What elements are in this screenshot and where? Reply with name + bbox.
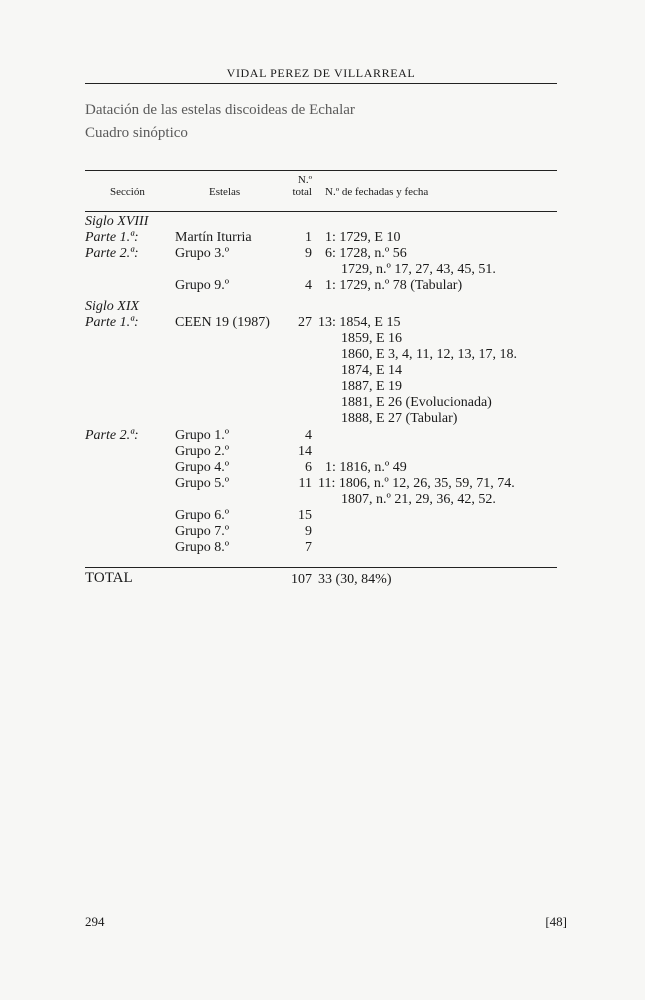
bracket-number: [48]	[545, 914, 567, 929]
table-total-rule	[85, 567, 557, 568]
row-total: 9	[305, 246, 312, 261]
row-fechadas-continuation: 1807, n.º 21, 29, 36, 42, 52.	[341, 492, 496, 507]
row-seccion: Parte 2.ª:	[85, 246, 139, 261]
row-fechadas-continuation: 1887, E 19	[341, 379, 403, 394]
row-total: 7	[305, 540, 312, 555]
row-estelas: Grupo 6.º	[175, 508, 230, 523]
table-title: Datación de las estelas discoideas de Echalar	[85, 102, 355, 118]
row-estelas: Grupo 7.º	[175, 524, 230, 539]
row-total: 1	[305, 230, 312, 245]
row-total: 14	[298, 444, 312, 459]
row-fechadas-continuation: 1888, E 27 (Tabular)	[341, 411, 458, 426]
header-seccion: Sección	[110, 186, 145, 198]
table-header-rule	[85, 211, 557, 212]
page-number: 294	[85, 914, 105, 929]
row-fechadas: 1: 1816, n.º 49	[325, 460, 407, 475]
header-estelas: Estelas	[209, 186, 241, 198]
header-fechadas: N.º de fechadas y fecha	[325, 186, 429, 198]
row-fechadas-continuation: 1859, E 16	[341, 331, 403, 346]
header-total-line2: total	[292, 186, 312, 198]
table-subtitle: Cuadro sinóptico	[85, 125, 188, 141]
row-total: 4	[305, 278, 312, 293]
header-rule	[85, 83, 557, 84]
row-estelas: Grupo 3.º	[175, 246, 230, 261]
row-seccion: Parte 1.ª:	[85, 315, 139, 330]
row-total: 15	[298, 508, 312, 523]
row-estelas: Grupo 4.º	[175, 460, 230, 475]
row-estelas: CEEN 19 (1987)	[175, 315, 270, 330]
row-fechadas-continuation: 1874, E 14	[341, 363, 403, 378]
row-fechadas-continuation: 1729, n.º 17, 27, 43, 45, 51.	[341, 262, 496, 277]
row-fechadas: 1: 1729, E 10	[325, 230, 401, 245]
total-value: 107	[291, 572, 312, 587]
row-estelas: Grupo 1.º	[175, 428, 230, 443]
row-total: 27	[298, 315, 312, 330]
total-fechadas: 33 (30, 84%)	[318, 572, 392, 587]
row-seccion: Parte 2.ª:	[85, 428, 139, 443]
row-fechadas-continuation: 1881, E 26 (Evolucionada)	[341, 395, 492, 410]
row-seccion: Siglo XIX	[85, 299, 140, 314]
row-estelas: Grupo 9.º	[175, 278, 230, 293]
table-top-rule	[85, 170, 557, 171]
row-total: 11	[298, 476, 312, 491]
row-seccion: Parte 1.ª:	[85, 230, 139, 245]
total-label: TOTAL	[85, 570, 133, 586]
row-estelas: Grupo 5.º	[175, 476, 230, 491]
row-total: 4	[305, 428, 312, 443]
row-seccion: Siglo XVIII	[85, 214, 149, 229]
running-header: VIDAL PEREZ DE VILLARREAL	[226, 66, 416, 80]
row-fechadas: 13: 1854, E 15	[318, 315, 401, 330]
row-fechadas: 1: 1729, n.º 78 (Tabular)	[325, 278, 463, 293]
row-estelas: Grupo 8.º	[175, 540, 230, 555]
row-fechadas: 6: 1728, n.º 56	[325, 246, 407, 261]
header-total-line1: N.º	[297, 174, 312, 186]
row-fechadas: 11: 1806, n.º 12, 26, 35, 59, 71, 74.	[318, 476, 515, 491]
row-total: 9	[305, 524, 312, 539]
row-estelas: Martín Iturria	[175, 230, 252, 245]
row-estelas: Grupo 2.º	[175, 444, 230, 459]
row-fechadas-continuation: 1860, E 3, 4, 11, 12, 13, 17, 18.	[341, 347, 518, 362]
row-total: 6	[305, 460, 312, 475]
